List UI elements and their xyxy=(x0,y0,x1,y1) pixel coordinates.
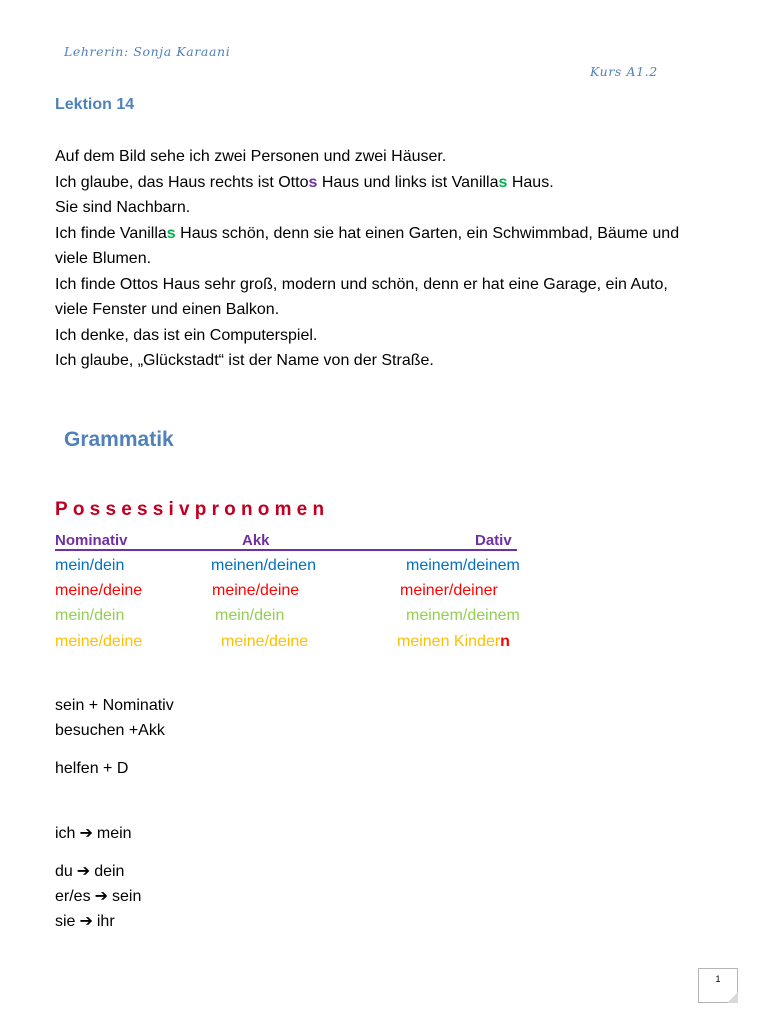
pronoun-to: dein xyxy=(94,863,125,880)
text-line-2 xyxy=(55,170,679,196)
text-seg: Ich glaube, das Haus rechts ist Otto xyxy=(55,173,309,191)
row-3-dat: meinem/deinem xyxy=(406,607,520,624)
text-seg: Ich finde Vanilla xyxy=(55,224,167,242)
header-underline xyxy=(55,549,517,551)
page-number-box xyxy=(698,968,738,1003)
pronoun-du xyxy=(55,861,124,881)
page-number: 1 xyxy=(715,974,721,984)
row-2-akk: meine/deine xyxy=(212,582,300,599)
right-arrow-icon: ➔ xyxy=(94,888,108,905)
rule-besuchen: besuchen +Akk xyxy=(55,722,165,739)
text-seg: Haus schön, denn sie hat einen Garten, ein Schwimmbad, Bäume und xyxy=(175,224,680,242)
lesson-title: Lektion 14 xyxy=(55,96,135,113)
pronoun-from: er/es xyxy=(55,888,91,905)
header-dativ: Dativ xyxy=(475,532,512,549)
text-line-1: Auf dem Bild sehe ich zwei Personen und zwei Häuser. xyxy=(55,148,447,165)
text-line-8: Ich denke, das ist ein Computerspiel. xyxy=(55,326,318,344)
text-line-5: viele Blumen. xyxy=(55,250,152,267)
text-line-4 xyxy=(55,221,679,247)
pronoun-ich xyxy=(55,823,132,843)
text-seg: Haus. xyxy=(507,173,554,191)
row-3-akk: mein/dein xyxy=(215,607,285,624)
row-2-dat: meiner/deiner xyxy=(400,582,498,599)
pronoun-to: mein xyxy=(96,825,132,842)
row-1-akk: meinen/deinen xyxy=(211,557,316,574)
row-3-nom: mein/dein xyxy=(55,607,125,624)
right-arrow-icon: ➔ xyxy=(76,863,91,880)
text-line-7: viele Fenster und einen Balkon. xyxy=(55,301,280,318)
text-paragraph xyxy=(55,144,679,374)
pronoun-to: sein xyxy=(111,888,142,905)
row-1-nom: mein/dein xyxy=(55,557,125,574)
header-nominativ: Nominativ xyxy=(55,532,128,549)
teacher-name: Lehrerin: Sonja Karaani xyxy=(64,44,231,59)
possessive-s-purple: s xyxy=(308,173,318,191)
right-arrow-icon: ➔ xyxy=(79,913,93,930)
row-4-dat-ending: n xyxy=(500,633,510,650)
row-4-nom: meine/deine xyxy=(55,633,143,650)
possessive-s-green: s xyxy=(498,173,508,191)
row-4-akk: meine/deine xyxy=(221,633,309,650)
pronoun-from: sie xyxy=(55,913,76,930)
pronoun-from: ich xyxy=(55,825,76,842)
pronoun-to: ihr xyxy=(96,913,115,930)
text-line-9: Ich glaube, „Glückstadt“ ist der Name von der Straße. xyxy=(55,352,434,369)
text-seg: Haus und links ist Vanilla xyxy=(317,173,499,191)
row-4-dat-text: meinen Kinder xyxy=(397,633,501,650)
pronoun-er-es xyxy=(55,886,141,906)
course-label: Kurs A1.2 xyxy=(590,64,658,79)
possessive-pronoun-title: Possessivpronomen xyxy=(55,499,330,520)
right-arrow-icon: ➔ xyxy=(79,825,93,842)
row-4-dat xyxy=(397,633,510,651)
pronoun-sie xyxy=(55,911,115,931)
row-1-dat: meinem/deinem xyxy=(406,557,520,574)
header-akk: Akk xyxy=(242,532,270,549)
row-2-nom: meine/deine xyxy=(55,582,143,599)
rule-sein: sein + Nominativ xyxy=(55,697,174,714)
pronoun-from: du xyxy=(55,863,73,880)
possessive-s-green: s xyxy=(166,224,176,242)
text-line-3: Sie sind Nachbarn. xyxy=(55,199,191,216)
grammar-title: Grammatik xyxy=(64,428,174,451)
text-line-6: Ich finde Ottos Haus sehr groß, modern und schön, denn er hat eine Garage, ein Auto, xyxy=(55,275,668,293)
rule-helfen: helfen + D xyxy=(55,760,129,777)
